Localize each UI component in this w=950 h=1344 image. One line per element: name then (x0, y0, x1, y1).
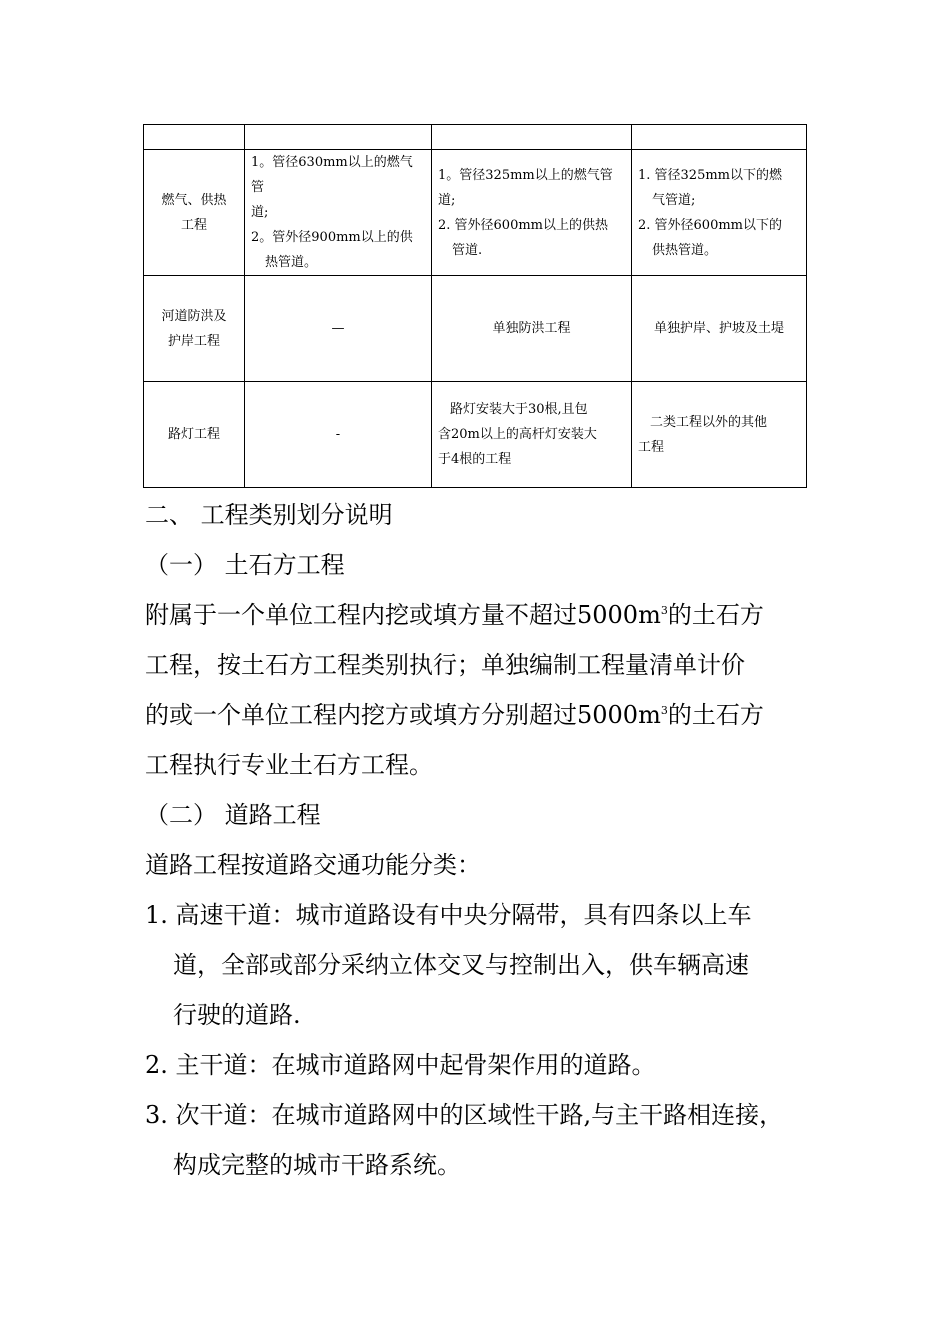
cell-text: 1。管径630mm以上的燃气管 (251, 155, 413, 195)
cell-text: 燃气、供热 (161, 192, 227, 208)
text-run: 的土石方 (667, 701, 764, 729)
text-run: 的土石方 (667, 601, 764, 629)
table-cell (432, 125, 632, 150)
cell-text: 于4根的工程 (438, 452, 512, 467)
list-item-continuation: 道，全部或部分采纳立体交叉与控制出入，供车辆高速 (173, 951, 749, 979)
engineering-category-table (143, 124, 807, 488)
cell-text: 2. 管外径600mm以上的供热 (438, 217, 609, 233)
cell-text: 路灯工程 (167, 427, 220, 442)
cell-text: 二类工程以外的其他 (650, 414, 768, 430)
category-cell (144, 150, 245, 276)
cell-text: 护岸工程 (167, 333, 220, 349)
text-run: 的或一个单位工程内挖方或填方分别超过5000m (145, 701, 661, 729)
category-cell (144, 276, 245, 382)
cell-text: 2. 管外径600mm以下的 (638, 217, 783, 233)
cell-text: 道; (438, 192, 456, 208)
cell-text: - (335, 427, 341, 442)
paragraph-line (145, 690, 845, 740)
table-row (144, 276, 807, 382)
table-cell (245, 276, 432, 382)
paragraph-line: 工程，按土石方工程类别执行；单独编制工程量清单计价 (145, 651, 745, 679)
table-cell (144, 125, 245, 150)
cell-text: 热管道。 (265, 255, 318, 270)
body-text (145, 490, 845, 1190)
paragraph-line: 道路工程按道路交通功能分类： (145, 851, 481, 879)
table-cell (432, 150, 632, 276)
cell-text: 河道防洪及 (161, 308, 227, 324)
subsection-heading-earthwork: （一） 土石方工程 (145, 551, 345, 579)
list-item-continuation: 行驶的道路. (173, 1001, 301, 1029)
text-run: 附属于一个单位工程内挖或填方量不超过5000m (145, 601, 661, 629)
table-cell (432, 276, 632, 382)
paragraph-line (145, 590, 845, 640)
table-cell (632, 276, 807, 382)
paragraph-line: 工程执行专业土石方工程。 (145, 751, 433, 779)
cell-text: 1. 管径325mm以下的燃 (638, 167, 783, 183)
cell-text: 单独防洪工程 (492, 321, 571, 336)
cell-text: — (331, 321, 345, 336)
table-row (144, 150, 807, 276)
list-item: 3. 次干道：在城市道路网中的区域性干路,与主干路相连接， (145, 1101, 784, 1129)
list-item-continuation: 构成完整的城市干路系统。 (173, 1151, 461, 1179)
table-cell (245, 125, 432, 150)
list-item: 1. 高速干道：城市道路设有中央分隔带，具有四条以上车 (145, 901, 752, 929)
cell-text: 路灯安装大于30根,且包 (450, 402, 588, 417)
cell-text: 1。管径325mm以上的燃气管 (438, 167, 613, 183)
table-cell (632, 150, 807, 276)
cell-text: 气管道; (652, 192, 696, 208)
cell-text: 管道. (452, 242, 483, 258)
superscript: 3 (660, 704, 668, 717)
category-cell (144, 382, 245, 488)
table-row (144, 125, 807, 150)
section-heading: 二、 工程类别划分说明 (145, 501, 393, 529)
table-cell (632, 382, 807, 488)
table-cell (432, 382, 632, 488)
cell-text: 2。管外径900mm以上的供 (251, 230, 413, 245)
table-cell (632, 125, 807, 150)
table-cell (245, 382, 432, 488)
superscript: 3 (660, 604, 668, 617)
cell-text: 工程 (180, 217, 207, 233)
cell-text: 供热管道。 (652, 242, 718, 258)
cell-text: 含20m以上的高杆灯安装大 (438, 427, 597, 442)
table-row (144, 382, 807, 488)
cell-text: 道; (251, 205, 269, 220)
list-item: 2. 主干道：在城市道路网中起骨架作用的道路。 (145, 1051, 656, 1079)
subsection-heading-road: （二） 道路工程 (145, 801, 321, 829)
cell-text: 工程 (638, 439, 665, 455)
table-cell (245, 150, 432, 276)
cell-text: 单独护岸、护坡及土堤 (653, 321, 784, 336)
